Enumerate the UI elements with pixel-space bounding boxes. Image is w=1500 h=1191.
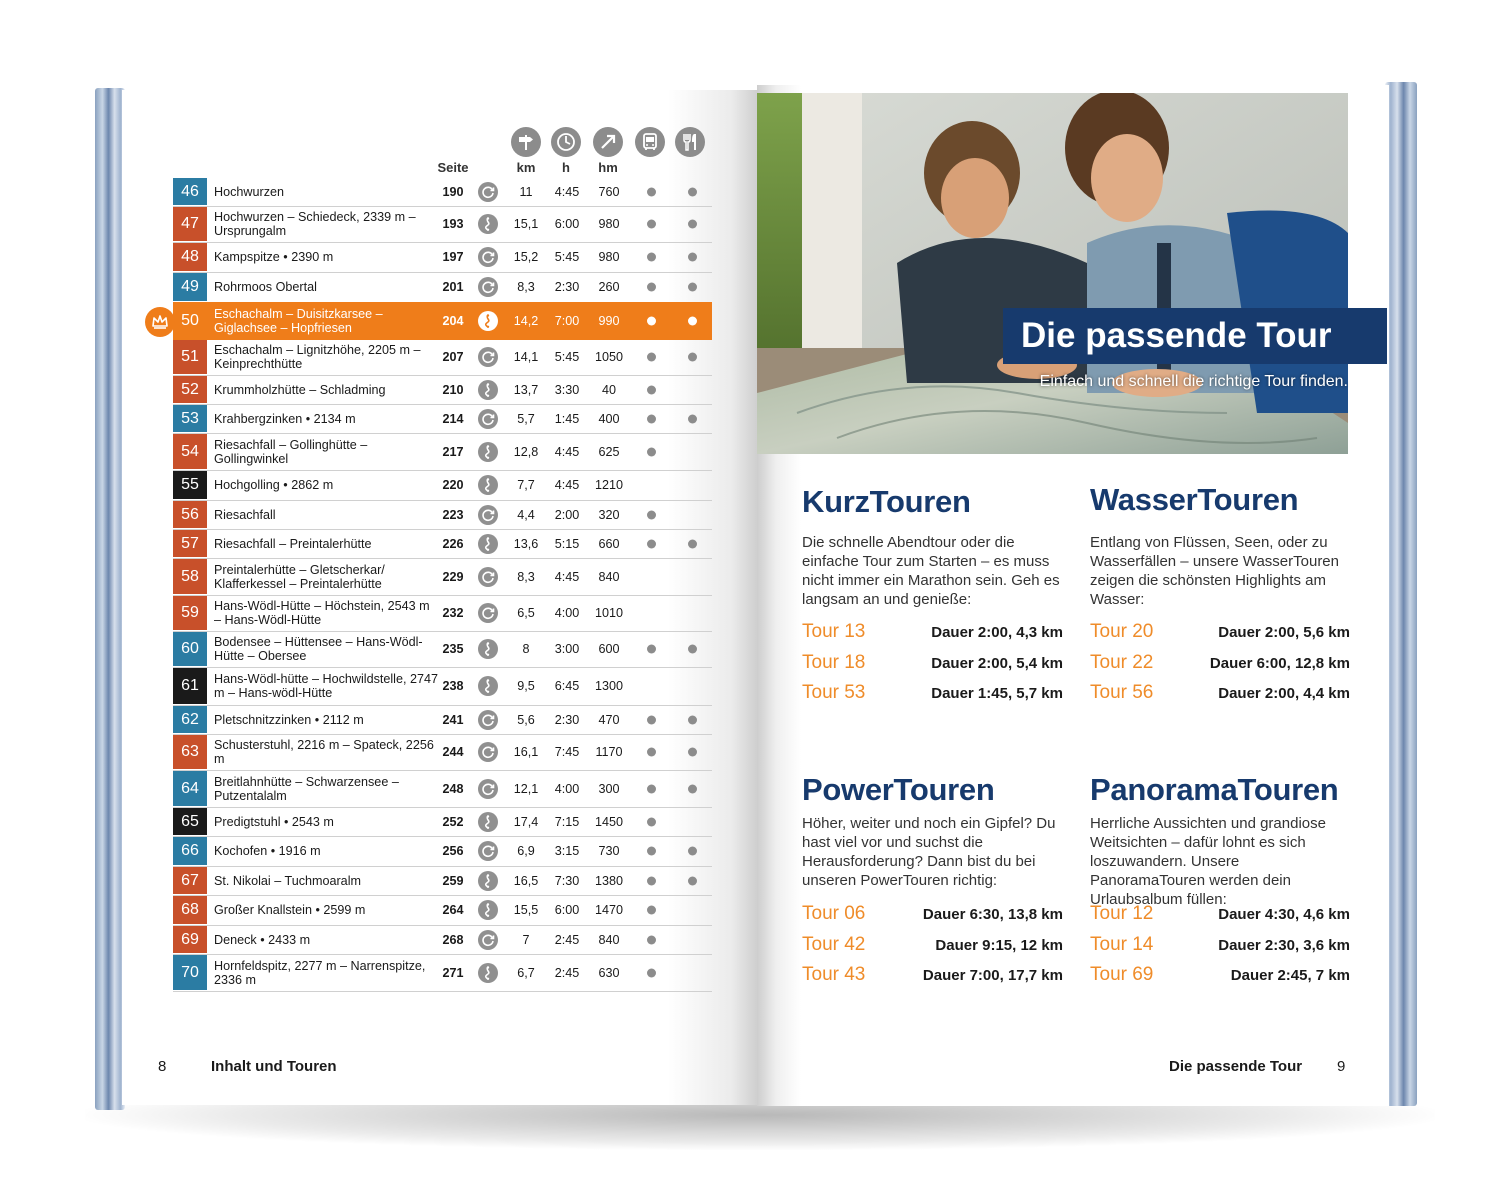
tour-page: 223 <box>442 507 464 522</box>
tour-elevation: 1300 <box>594 679 624 693</box>
one-way-tour-icon <box>478 534 498 554</box>
restaurant-available-dot <box>688 876 697 885</box>
tour-number-badge: 48 <box>173 243 207 271</box>
tour-row[interactable] <box>173 242 712 273</box>
tour-number-badge: 49 <box>173 273 207 301</box>
tour-name: Eschachalm – Duisitzkarsee – Giglachsee – Hopfriesen <box>214 306 383 335</box>
tour-name: Kampspitze • 2390 m <box>214 250 334 264</box>
tour-elevation: 40 <box>601 382 616 397</box>
tour-elevation: 625 <box>598 444 620 459</box>
bus-available-dot <box>647 220 656 229</box>
bus-available-dot <box>647 645 656 654</box>
one-way-tour-icon <box>478 214 498 234</box>
wassertouren-description: Entlang von Flüssen, Seen, oder zu Wasserfällen – unsere WasserTouren zeigen die schönsten Highlights am Wasser: <box>1090 534 1339 608</box>
tour-row[interactable] <box>173 925 712 955</box>
tour-number-badge: 59 <box>173 596 207 630</box>
tour-elevation: 1050 <box>594 350 624 364</box>
round-tour-icon <box>478 779 498 799</box>
tour-link[interactable]: Tour 69 <box>1090 964 1154 985</box>
one-way-tour-icon <box>478 871 498 891</box>
tour-distance: 12,1 <box>513 781 539 796</box>
tour-number-badge: 68 <box>173 896 207 924</box>
tour-duration: 6:00 <box>554 217 580 231</box>
tour-number-badge: 61 <box>173 668 207 704</box>
bus-available-dot <box>647 510 656 519</box>
tour-distance: 8,3 <box>517 280 535 294</box>
tour-link[interactable]: Tour 42 <box>802 933 866 955</box>
bus-available-dot <box>647 316 656 325</box>
tour-name: Riesachfall <box>214 507 276 522</box>
tour-row[interactable] <box>173 206 712 243</box>
tour-name: Rohrmoos Obertal <box>214 280 317 294</box>
tour-number-badge: 53 <box>173 405 207 432</box>
tour-elevation: 1170 <box>595 745 623 759</box>
tour-duration-info: Dauer 4:30, 4,6 km <box>1218 906 1350 923</box>
tour-number-badge: 51 <box>173 340 207 374</box>
bus-available-dot <box>647 385 656 394</box>
tour-name: Preintalerhütte – Gletscherkar/ Klafferkessel – Preintalerhütte <box>214 562 385 591</box>
tour-page: 229 <box>442 569 464 584</box>
tour-row[interactable] <box>173 631 712 668</box>
tour-elevation: 840 <box>598 569 620 584</box>
tour-page: 235 <box>442 642 464 656</box>
bus-icon <box>635 127 665 157</box>
tour-page: 271 <box>442 965 464 980</box>
tour-page: 190 <box>442 184 464 199</box>
tour-distance: 7,7 <box>517 478 535 492</box>
tour-duration: 2:00 <box>554 507 580 522</box>
tour-elevation: 660 <box>598 536 620 551</box>
bus-available-dot <box>647 847 656 856</box>
column-header-elevation: hm <box>598 160 618 175</box>
tour-page: 256 <box>442 844 464 858</box>
tour-distance: 14,2 <box>513 313 539 328</box>
tour-name: Pletschnitzzinken • 2112 m <box>214 712 364 727</box>
tour-number-badge: 54 <box>173 434 207 469</box>
tour-page: 268 <box>442 932 464 947</box>
tour-link[interactable]: Tour 56 <box>1090 682 1154 703</box>
tour-elevation: 400 <box>598 411 620 426</box>
tour-page: 238 <box>442 679 464 693</box>
restaurant-available-dot <box>688 283 697 292</box>
restaurant-available-dot <box>688 539 697 548</box>
one-way-tour-icon <box>478 963 498 983</box>
tour-page: 207 <box>442 350 464 364</box>
tour-elevation: 990 <box>598 313 620 328</box>
round-tour-icon <box>478 710 498 730</box>
round-tour-icon <box>478 841 498 861</box>
tour-distance: 9,5 <box>517 679 535 693</box>
hero-title: Die passende Tour <box>1021 316 1332 355</box>
tour-elevation: 980 <box>598 217 620 231</box>
hero-subtitle: Einfach und schnell die richtige Tour finden. <box>1039 373 1348 390</box>
crown-icon <box>145 307 175 337</box>
tour-elevation: 260 <box>598 280 620 294</box>
left-page-number: 8 <box>158 1058 167 1075</box>
tour-page: 264 <box>442 903 464 917</box>
tour-number-badge: 50 <box>173 303 207 338</box>
tour-duration-info: Dauer 2:45, 7 km <box>1230 967 1350 984</box>
tour-duration: 4:00 <box>554 781 580 796</box>
tour-duration: 6:45 <box>554 679 580 693</box>
tour-number-badge: 69 <box>173 926 207 953</box>
tour-row[interactable] <box>173 558 712 596</box>
tour-distance: 13,6 <box>513 536 539 551</box>
tour-duration: 2:30 <box>554 280 580 294</box>
restaurant-available-dot <box>688 187 697 196</box>
restaurant-available-dot <box>688 645 697 654</box>
tour-name: Bodensee – Hüttensee – Hans-Wödl-Hütte – Obersee <box>214 635 423 663</box>
bus-available-dot <box>647 817 656 826</box>
bus-available-dot <box>647 539 656 548</box>
tour-duration: 5:45 <box>554 350 580 364</box>
tour-row[interactable] <box>173 529 712 559</box>
tour-name: Deneck • 2433 m <box>214 932 311 947</box>
tour-duration: 7:00 <box>554 313 580 328</box>
round-tour-icon <box>478 505 498 525</box>
tour-elevation: 760 <box>598 184 620 199</box>
tour-duration-info: Dauer 2:30, 3,6 km <box>1218 936 1350 954</box>
tour-duration: 3:00 <box>554 642 580 656</box>
tour-row[interactable] <box>173 734 712 771</box>
kurztouren-description: Die schnelle Abendtour oder die einfache Tour zum Starten – es muss nicht immer ein Marathon sein. Geh es langsam an und genieße: <box>802 534 1060 608</box>
tour-row[interactable] <box>173 375 712 405</box>
tour-elevation: 1210 <box>594 478 624 492</box>
round-tour-icon <box>478 930 498 950</box>
tour-name: Schusterstuhl, 2216 m – Spateck, 2256 m <box>214 738 434 766</box>
tour-page: 220 <box>442 478 464 492</box>
tour-duration: 4:45 <box>554 569 580 584</box>
tour-link[interactable]: Tour 18 <box>802 651 866 673</box>
bus-available-dot <box>647 906 656 915</box>
tour-row[interactable] <box>173 302 712 340</box>
kurztouren-title: KurzTouren <box>802 484 971 519</box>
one-way-tour-icon <box>478 812 498 832</box>
tour-distance: 15,2 <box>513 250 539 264</box>
round-tour-icon <box>478 409 498 429</box>
tour-row[interactable] <box>173 836 712 867</box>
tour-elevation: 730 <box>598 844 620 858</box>
hikers-photo-illustration <box>757 93 1348 454</box>
tour-name: Hochwurzen <box>214 184 284 199</box>
tour-row[interactable] <box>173 433 712 471</box>
tour-duration: 7:15 <box>554 814 580 829</box>
hero-title-banner <box>1003 308 1387 364</box>
tour-page: 232 <box>442 606 464 620</box>
tour-name: Predigtstuhl • 2543 m <box>214 814 334 829</box>
tour-duration-info: Dauer 7:00, 17,7 km <box>922 967 1063 984</box>
tour-page: 201 <box>442 280 464 294</box>
right-page-number: 9 <box>1337 1058 1346 1075</box>
tour-duration: 2:30 <box>554 712 580 727</box>
tour-page: 197 <box>442 250 464 264</box>
tour-number-badge: 47 <box>173 207 207 241</box>
powertouren-title: PowerTouren <box>802 772 995 807</box>
book-edge-left <box>95 88 125 1110</box>
bus-available-dot <box>647 187 656 196</box>
tour-name: Hochgolling • 2862 m <box>214 478 334 492</box>
tour-name: Hans-Wödl-Hütte – Höchstein, 2543 m – Hans-Wödl-Hütte <box>214 599 430 627</box>
bus-available-dot <box>647 447 656 456</box>
tour-duration: 4:45 <box>554 184 580 199</box>
bus-available-dot <box>647 353 656 362</box>
tour-duration: 7:45 <box>554 745 580 759</box>
tour-name: Hochwurzen – Schiedeck, 2339 m – Ursprungalm <box>214 210 416 238</box>
tour-page: 241 <box>442 712 464 727</box>
tour-duration-info: Dauer 9:15, 12 km <box>935 936 1063 954</box>
tour-link[interactable]: Tour 20 <box>1090 621 1154 642</box>
one-way-tour-icon <box>478 311 498 331</box>
tour-name: Hans-Wödl-hütte – Hochwildstelle, 2747 m – Hans-wödl-Hütte <box>214 672 439 700</box>
tour-number-badge: 55 <box>173 471 207 499</box>
tour-page: 259 <box>442 873 464 888</box>
one-way-tour-icon <box>478 442 498 462</box>
tour-distance: 5,7 <box>517 411 535 426</box>
round-tour-icon <box>478 277 498 297</box>
tour-row[interactable] <box>173 272 712 303</box>
tour-distance: 17,4 <box>513 814 539 829</box>
one-way-tour-icon <box>478 676 498 696</box>
tour-row[interactable] <box>173 404 712 434</box>
tour-name: Riesachfall – Gollinghütte – Gollingwinkel <box>214 437 368 466</box>
tour-elevation: 470 <box>598 712 620 727</box>
tour-link[interactable]: Tour 14 <box>1090 933 1154 955</box>
tour-row[interactable] <box>173 339 712 376</box>
tour-page: 217 <box>442 444 464 459</box>
one-way-tour-icon <box>478 475 498 495</box>
round-tour-icon <box>478 603 498 623</box>
tour-number-badge: 65 <box>173 808 207 835</box>
tour-distance: 8,3 <box>517 569 535 584</box>
tour-elevation: 630 <box>598 965 620 980</box>
tour-duration-info: Dauer 2:00, 5,6 km <box>1218 624 1350 641</box>
restaurant-available-dot <box>688 316 697 325</box>
round-tour-icon <box>478 742 498 762</box>
tour-distance: 4,4 <box>517 507 535 522</box>
tour-name: St. Nikolai – Tuchmoaralm <box>214 873 361 888</box>
tour-row[interactable] <box>173 895 712 926</box>
bus-available-dot <box>647 253 656 262</box>
powertouren-description: Höher, weiter und noch ein Gipfel? Du hast viel vor und suchst die Herausforderung? Dann bist du bei unseren PowerTouren richtig: <box>802 815 1056 889</box>
tour-distance: 8 <box>522 642 530 656</box>
tour-number-badge: 70 <box>173 955 207 990</box>
right-running-title: Die passende Tour <box>1169 1058 1303 1075</box>
column-header-page: Seite <box>437 160 469 175</box>
bus-available-dot <box>647 968 656 977</box>
tour-row[interactable] <box>173 667 712 706</box>
tour-number-badge: 56 <box>173 501 207 528</box>
tour-row[interactable] <box>173 500 712 530</box>
tour-name: Eschachalm – Lignitzhöhe, 2205 m – Keinprechthütte <box>214 343 421 371</box>
round-tour-icon <box>478 247 498 267</box>
tour-number-badge: 64 <box>173 771 207 806</box>
tour-duration-info: Dauer 2:00, 4,4 km <box>1218 685 1350 702</box>
tour-row[interactable] <box>173 954 712 992</box>
tour-number-badge: 58 <box>173 559 207 594</box>
tour-link[interactable]: Tour 12 <box>1090 903 1154 924</box>
tour-row[interactable] <box>173 866 712 896</box>
tour-elevation: 1470 <box>594 903 624 917</box>
tour-duration: 3:15 <box>554 844 580 858</box>
tour-page: 204 <box>442 313 464 328</box>
tour-page: 244 <box>442 745 464 759</box>
restaurant-available-dot <box>688 414 697 423</box>
round-tour-icon <box>478 182 498 202</box>
tour-distance: 11 <box>519 184 533 199</box>
tour-distance: 6,7 <box>517 965 535 980</box>
tour-distance: 15,1 <box>513 217 539 231</box>
tour-duration: 5:15 <box>554 536 580 551</box>
tour-page: 248 <box>442 781 464 796</box>
tour-duration-info: Dauer 2:00, 5,4 km <box>931 654 1063 672</box>
tour-name: Krummholzhütte – Schladming <box>214 382 386 397</box>
restaurant-available-dot <box>688 353 697 362</box>
tour-row[interactable] <box>173 807 712 837</box>
tour-distance: 6,5 <box>517 606 535 620</box>
tour-elevation: 1450 <box>594 814 624 829</box>
tour-elevation: 1010 <box>594 606 624 620</box>
tour-link[interactable]: Tour 13 <box>802 621 866 642</box>
tour-number-badge: 52 <box>173 376 207 403</box>
tour-name: Riesachfall – Preintalerhütte <box>214 536 372 551</box>
tour-duration-info: Dauer 6:00, 12,8 km <box>1209 654 1350 672</box>
tour-page: 214 <box>442 411 464 426</box>
tour-distance: 14,1 <box>513 350 539 364</box>
tour-number-badge: 66 <box>173 837 207 865</box>
restaurant-available-dot <box>688 715 697 724</box>
panoramatouren-description: Herrliche Aussichten und grandiose Weitsichten – dafür lohnt es sich loszuwandern. Unsere PanoramaTouren werden dein Urlaubsalbum füllen: <box>1090 815 1326 908</box>
tour-distance: 13,7 <box>513 382 539 397</box>
bus-available-dot <box>647 748 656 757</box>
tour-number-badge: 67 <box>173 867 207 894</box>
tour-link[interactable]: Tour 53 <box>802 682 866 703</box>
ascent-arrow-icon <box>593 127 623 157</box>
one-way-tour-icon <box>478 900 498 920</box>
tour-duration: 4:45 <box>554 478 580 492</box>
restaurant-icon <box>675 127 705 157</box>
tour-duration: 7:30 <box>554 873 580 888</box>
tour-duration: 2:45 <box>554 932 580 947</box>
tour-page: 252 <box>442 814 464 829</box>
restaurant-available-dot <box>688 748 697 757</box>
tour-name: Breitlahnhütte – Schwarzensee – Putzentalalm <box>214 774 399 803</box>
tour-distance: 7 <box>522 932 530 947</box>
tour-link[interactable]: Tour 43 <box>802 964 866 985</box>
tour-row[interactable] <box>173 705 712 735</box>
wassertouren-title: WasserTouren <box>1090 482 1299 517</box>
tour-number-badge: 60 <box>173 632 207 666</box>
round-tour-icon <box>478 347 498 367</box>
restaurant-available-dot <box>688 847 697 856</box>
one-way-tour-icon <box>478 639 498 659</box>
tour-distance: 6,9 <box>517 844 535 858</box>
tour-duration: 4:00 <box>554 606 580 620</box>
signpost-icon <box>511 127 541 157</box>
restaurant-available-dot <box>688 220 697 229</box>
tour-number-badge: 46 <box>173 178 207 205</box>
tour-elevation: 320 <box>598 507 620 522</box>
tour-page: 193 <box>442 217 464 231</box>
tour-elevation: 600 <box>598 642 620 656</box>
tour-distance: 15,5 <box>513 903 539 917</box>
tour-name: Hornfeldspitz, 2277 m – Narrenspitze, 2336 m <box>214 958 426 987</box>
bus-available-dot <box>647 876 656 885</box>
tour-row[interactable] <box>173 595 712 632</box>
tour-duration-info: Dauer 2:00, 4,3 km <box>931 624 1063 641</box>
tour-elevation: 1380 <box>594 873 624 888</box>
one-way-tour-icon <box>478 380 498 400</box>
tour-page: 210 <box>442 382 464 397</box>
tour-distance: 12,8 <box>513 444 539 459</box>
tour-duration: 3:30 <box>554 382 580 397</box>
tour-elevation: 300 <box>598 781 620 796</box>
left-running-title: Inhalt und Touren <box>211 1058 337 1075</box>
tour-number-badge: 62 <box>173 706 207 733</box>
column-header-km: km <box>516 160 536 175</box>
tour-elevation: 840 <box>598 932 620 947</box>
clock-icon <box>551 127 581 157</box>
tour-duration-info: Dauer 6:30, 13,8 km <box>922 906 1063 923</box>
tour-duration: 1:45 <box>554 411 580 426</box>
tour-link[interactable]: Tour 06 <box>802 903 866 924</box>
column-header-hours: h <box>562 160 570 175</box>
tour-duration: 2:45 <box>554 965 580 980</box>
bus-available-dot <box>647 935 656 944</box>
tour-row[interactable] <box>173 770 712 808</box>
bus-available-dot <box>647 283 656 292</box>
tour-duration: 5:45 <box>554 250 580 264</box>
tour-page: 226 <box>442 536 464 551</box>
tour-name: Kochofen • 1916 m <box>214 844 321 858</box>
tour-name: Krahbergzinken • 2134 m <box>214 411 356 426</box>
tour-number-badge: 63 <box>173 735 207 769</box>
tour-duration: 4:45 <box>554 444 580 459</box>
tour-row[interactable] <box>173 177 712 207</box>
tour-duration: 6:00 <box>554 903 580 917</box>
hero-photo <box>757 93 1348 454</box>
tour-duration-info: Dauer 1:45, 5,7 km <box>931 685 1063 702</box>
restaurant-available-dot <box>688 253 697 262</box>
bus-available-dot <box>647 784 656 793</box>
restaurant-available-dot <box>688 784 697 793</box>
tour-distance: 16,1 <box>513 745 539 759</box>
round-tour-icon <box>478 567 498 587</box>
tour-name: Großer Knallstein • 2599 m <box>214 903 366 917</box>
tour-number-badge: 57 <box>173 530 207 557</box>
bus-available-dot <box>647 715 656 724</box>
book-edge-right <box>1385 82 1417 1106</box>
bus-available-dot <box>647 414 656 423</box>
panoramatouren-title: PanoramaTouren <box>1090 772 1339 807</box>
tour-distance: 16,5 <box>513 873 539 888</box>
tour-link[interactable]: Tour 22 <box>1090 651 1154 673</box>
tour-distance: 5,6 <box>517 712 535 727</box>
tour-elevation: 980 <box>598 250 620 264</box>
tour-row[interactable] <box>173 470 712 501</box>
